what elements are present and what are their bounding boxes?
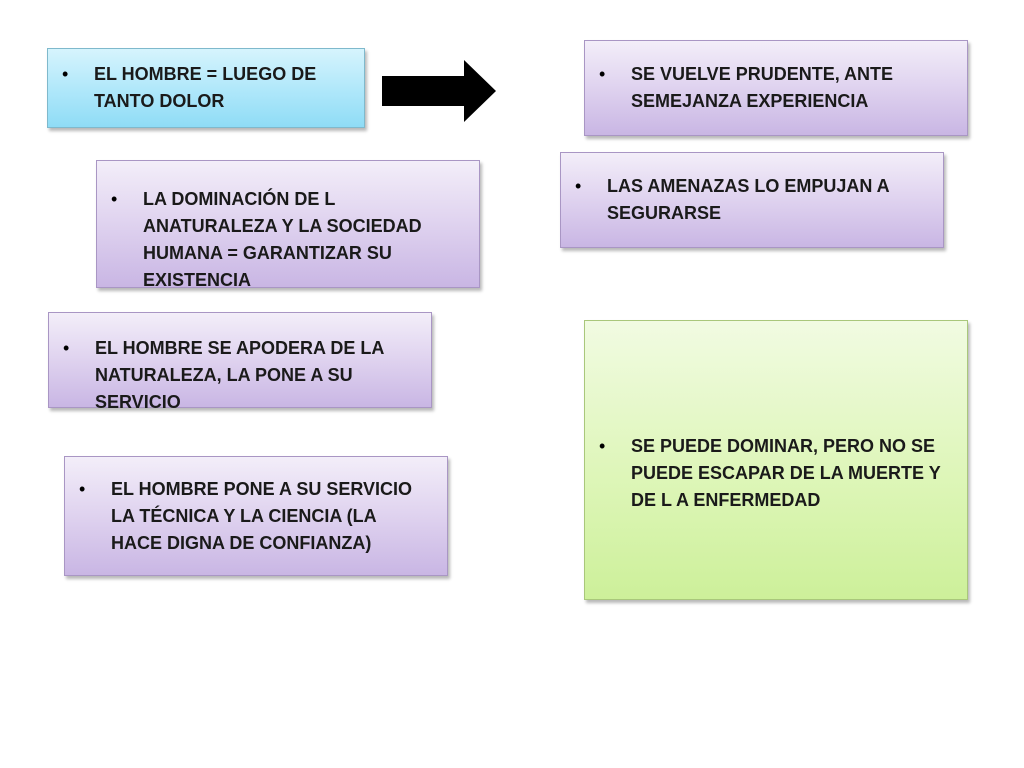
bullet-icon: • <box>63 338 70 358</box>
box-muerte <box>584 320 968 600</box>
box-text-prudente: SE VUELVE PRUDENTE, ANTE SEMEJANZA EXPERIENCIA <box>631 64 894 111</box>
box-text-amenazas: LAS AMENAZAS LO EMPUJAN A SEGURARSE <box>607 176 890 223</box>
bullet-item <box>571 173 929 227</box>
right-arrow-icon <box>382 60 496 122</box>
box-dominacion <box>96 160 480 288</box>
bullet-item <box>595 61 953 115</box>
bullet-icon: • <box>111 189 118 209</box>
bullet-icon: • <box>575 176 582 196</box>
bullet-item <box>58 61 350 115</box>
box-text-hombre-dolor: EL HOMBRE = LUEGO DE TANTO DOLOR <box>94 64 317 111</box>
box-text-dominacion: LA DOMINACIÓN DE L ANATURALEZA Y LA SOCIEDAD HUMANA = GARANTIZAR SU EXISTENCIA <box>143 189 422 290</box>
box-tecnica <box>64 456 448 576</box>
bullet-item <box>59 335 417 416</box>
box-prudente <box>584 40 968 136</box>
box-text-apodera: EL HOMBRE SE APODERA DE LA NATURALEZA, LA PONE A SU SERVICIO <box>95 338 384 412</box>
bullet-icon: • <box>599 64 606 84</box>
bullet-item <box>595 433 953 514</box>
box-apodera <box>48 312 432 412</box>
box-text-muerte: SE PUEDE DOMINAR, PERO NO SE PUEDE ESCAPAR DE LA MUERTE Y DE L A ENFERMEDAD <box>631 436 941 510</box>
box-hombre-dolor <box>47 48 365 128</box>
bullet-icon: • <box>62 64 69 84</box>
bullet-item <box>75 476 433 557</box>
box-amenazas <box>560 152 944 248</box>
bullet-icon: • <box>79 478 86 499</box>
bullet-item <box>107 186 465 294</box>
bullet-icon: • <box>599 436 606 456</box>
box-text-tecnica: EL HOMBRE PONE A SU SERVICIO LA TÉCNICA Y LA CIENCIA (LA HACE DIGNA DE CONFIANZA) <box>111 478 413 553</box>
